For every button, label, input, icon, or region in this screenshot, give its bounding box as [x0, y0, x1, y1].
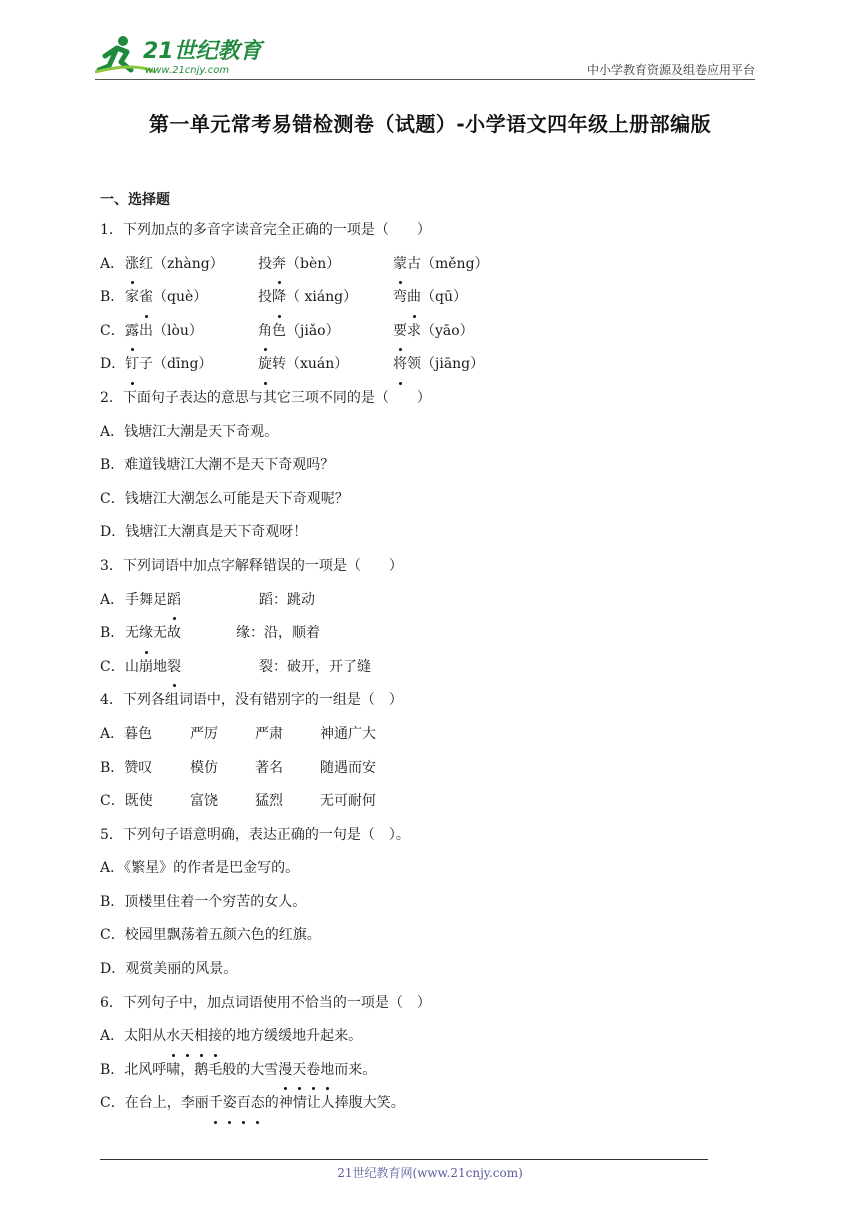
explanation: 裂：破开，开了缝 — [259, 658, 371, 675]
question-4-stem: 4．下列各组词语中，没有错别字的一组是（ ） — [100, 692, 403, 709]
q6-option-c[interactable]: C．在台上，李丽千姿百态的神情让人捧腹大笑。 — [100, 1087, 740, 1121]
question-6-stem: 6．下列句子中，加点词语使用不恰当的一项是（ ） — [100, 994, 431, 1011]
option-label: A． — [100, 591, 125, 608]
q5-option-a[interactable]: A．《繁星》的作者是巴金写的。 — [100, 860, 300, 877]
dotted-char: 天 — [292, 1054, 306, 1088]
dotted-char: 态 — [251, 1087, 265, 1121]
option-label: C． — [100, 1095, 125, 1112]
dotted-char: 接 — [208, 1020, 222, 1054]
dotted-char: 裂 — [167, 651, 181, 685]
q2-option-b[interactable]: B．难道钱塘江大潮不是天下奇观吗？ — [100, 457, 335, 474]
q1-option-c[interactable]: C．露出（lòu） 角色（jiǎo） 要求（yāo） — [100, 315, 740, 349]
question-1-stem: 1．下列加点的多音字读音完全正确的一项是（ ） — [100, 222, 431, 238]
q5-option-b[interactable]: B．顶楼里住着一个穷苦的女人。 — [100, 893, 307, 910]
dotted-char: 漫 — [278, 1054, 292, 1088]
option-label: C． — [100, 658, 125, 675]
dotted-char: 雀 — [139, 281, 153, 315]
page-title: 第一单元常考易错检测卷（试题）-小学语文四年级上册部编版 — [148, 112, 712, 136]
section-heading: 一、选择题 — [100, 192, 170, 208]
dotted-char: 蒙 — [393, 248, 407, 282]
q6-option-a[interactable]: A．太阳从水天相接的地方缓缓地升起来。 — [100, 1020, 740, 1054]
q5-option-d[interactable]: D．观赏美丽的风景。 — [100, 961, 238, 978]
dotted-char: 卷 — [306, 1054, 320, 1088]
dotted-char: 天 — [180, 1020, 194, 1054]
q4-option-c[interactable]: C．既使 富饶 猛烈 无可耐何 — [100, 793, 376, 810]
dotted-char: 百 — [237, 1087, 251, 1121]
dotted-char: 角 — [258, 315, 272, 349]
runner-logo-icon — [95, 32, 265, 76]
footer-divider — [100, 1159, 708, 1160]
option-label: A． — [100, 255, 125, 272]
dotted-char: 奔 — [272, 248, 286, 282]
q2-option-c[interactable]: C．钱塘江大潮怎么可能是天下奇观呢？ — [100, 490, 349, 507]
q4-option-a[interactable]: A．暮色 严厉 严肃 神通广大 — [100, 725, 376, 742]
question-5-stem: 5．下列句子语意明确，表达正确的一句是（ ）。 — [100, 826, 410, 843]
q3-option-c[interactable]: C．山崩地裂 裂：破开，开了缝 — [100, 651, 740, 685]
option-label: C． — [100, 322, 125, 339]
dotted-char: 降 — [272, 281, 286, 315]
logo-main-text: 21世纪教育 — [143, 39, 262, 64]
dotted-char: 将 — [393, 348, 407, 382]
explanation: 缘：沿，顺着 — [236, 625, 320, 642]
q1-option-a[interactable]: A．涨红（zhàng） 投奔（bèn） 蒙古（měng） — [100, 248, 740, 282]
page-header — [95, 30, 755, 80]
dotted-char: 曲 — [407, 281, 421, 315]
q2-option-d[interactable]: D．钱塘江大潮真是天下奇观呀！ — [100, 524, 308, 541]
exam-content — [100, 188, 740, 1121]
question-3-stem: 3．下列词语中加点字解释错误的一项是（ ） — [100, 557, 403, 574]
q1-option-d[interactable]: D．钉子（dīng） 旋转（xuán） 将领（jiāng） — [100, 348, 740, 382]
option-label: B． — [100, 625, 125, 642]
option-label: D． — [100, 356, 126, 373]
dotted-char: 钉 — [125, 348, 139, 382]
q4-option-b[interactable]: B．赞叹 模仿 著名 随遇而安 — [100, 759, 376, 776]
dotted-char: 旋 — [258, 348, 272, 382]
site-logo[interactable] — [95, 32, 265, 76]
q5-option-c[interactable]: C．校园里飘荡着五颜六色的红旗。 — [100, 927, 321, 944]
dotted-char: 姿 — [223, 1087, 237, 1121]
dotted-char: 水 — [166, 1020, 180, 1054]
dotted-char: 露 — [125, 315, 139, 349]
option-label: B． — [100, 289, 125, 306]
option-label: A． — [100, 1028, 125, 1045]
q1-option-b[interactable]: B．家雀（què） 投降（ xiáng） 弯曲（qū） — [100, 281, 740, 315]
option-label: B． — [100, 1061, 125, 1078]
dotted-char: 地 — [320, 1054, 334, 1088]
dotted-char: 涨 — [125, 248, 139, 282]
header-divider — [95, 79, 755, 80]
dotted-char: 相 — [194, 1020, 208, 1054]
dotted-char: 千 — [209, 1087, 223, 1121]
logo-sub-text: www.21cnjy.com — [145, 65, 230, 76]
platform-label: 中小学教育资源及组卷应用平台 — [586, 63, 755, 77]
dotted-char: 蹈 — [167, 584, 181, 618]
dotted-char: 缘 — [139, 617, 153, 651]
q6-option-b[interactable]: B．北风呼啸，鹅毛般的大雪漫天卷地而来。 — [100, 1054, 740, 1088]
question-2-stem: 2．下面句子表达的意思与其它三项不同的是（ ） — [100, 389, 431, 406]
explanation: 蹈：跳动 — [259, 591, 315, 608]
q2-option-a[interactable]: A．钱塘江大潮是天下奇观。 — [100, 423, 279, 440]
footer-link[interactable]: 21世纪教育网(www.21cnjy.com) — [337, 1166, 523, 1180]
q3-option-b[interactable]: B．无缘无故 缘：沿，顺着 — [100, 617, 740, 651]
q3-option-a[interactable]: A．手舞足蹈 蹈：跳动 — [100, 584, 740, 618]
dotted-char: 要 — [393, 315, 407, 349]
